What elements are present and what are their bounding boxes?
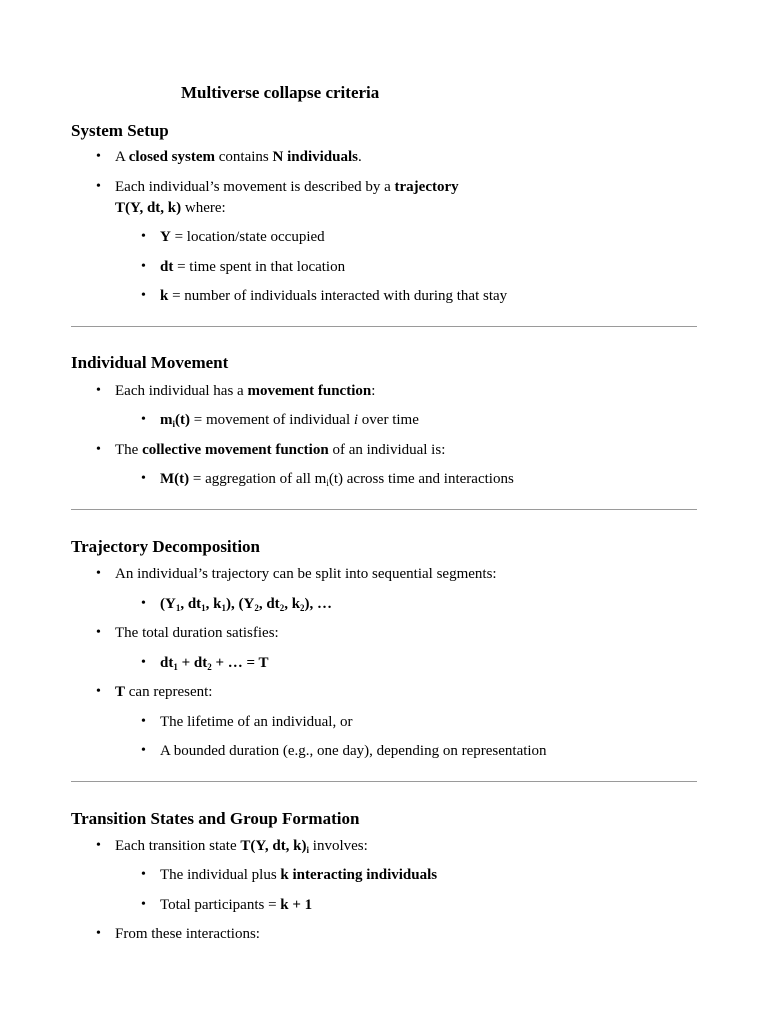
- sub-list-item: A bounded duration (e.g., one day), depending on representation: [160, 743, 547, 759]
- bullet: •: [141, 867, 146, 882]
- bullet: •: [96, 684, 101, 699]
- sub-list-item: ($Y_1$, $dt_1$, $k_1$), ($Y_2$, $dt_2$, $k_2$), …: [160, 596, 333, 613]
- list-item: Each individual’s movement is described by a trajectory: [115, 179, 459, 195]
- list-item: A closed system contains N individuals.: [115, 149, 362, 165]
- section-heading-trajectory-decomposition: Trajectory Decomposition: [71, 537, 260, 556]
- section-heading-transition-states: Transition States and Group Formation: [71, 809, 360, 828]
- bullet: •: [141, 596, 146, 611]
- sub-list-item: dt = time spent in that location: [160, 259, 346, 275]
- bullet: •: [141, 259, 146, 274]
- bullet: •: [141, 897, 146, 912]
- list-item: Each transition state T(Y, dt, $k)_i$ involves:: [115, 838, 368, 855]
- list-item: T can represent:: [115, 684, 213, 700]
- sub-list-item: Total participants = k + 1: [160, 897, 313, 913]
- sub-list-item: M(t) = aggregation of all $m_i(t)$ across time and interactions: [160, 471, 514, 488]
- section-divider: [71, 509, 697, 510]
- sub-list-item: The individual plus k interacting individuals: [160, 867, 438, 883]
- bullet: •: [141, 229, 146, 244]
- list-item: The collective movement function of an individual is:: [115, 442, 446, 458]
- bullet: •: [96, 149, 101, 164]
- bullet: •: [141, 288, 146, 303]
- sub-list-item: $m_i(t)$ = movement of individual i over time: [160, 412, 419, 429]
- bullet: •: [141, 412, 146, 427]
- section-heading-individual-movement: Individual Movement: [71, 353, 229, 372]
- bullet: •: [96, 926, 101, 941]
- section-divider: [71, 781, 697, 782]
- page-title: Multiverse collapse criteria: [181, 83, 380, 102]
- sub-list-item: Y = location/state occupied: [160, 229, 325, 245]
- sub-list-item: The lifetime of an individual, or: [160, 714, 353, 730]
- list-item: From these interactions:: [115, 926, 260, 942]
- sub-list-item: $dt_1 + dt_2$ + … = T: [160, 655, 269, 672]
- bullet: •: [96, 383, 101, 398]
- bullet: •: [141, 743, 146, 758]
- list-item: The total duration satisfies:: [115, 625, 279, 641]
- bullet: •: [141, 471, 146, 486]
- list-item: Each individual has a movement function:: [115, 383, 376, 399]
- section-heading-system-setup: System Setup: [71, 121, 169, 140]
- bullet: •: [96, 625, 101, 640]
- bullet: •: [96, 442, 101, 457]
- list-item-continuation: T(Y, dt, k) where:: [115, 200, 226, 216]
- bullet: •: [96, 179, 101, 194]
- list-item: An individual’s trajectory can be split into sequential segments:: [115, 566, 497, 582]
- sub-list-item: k = number of individuals interacted with during that stay: [160, 288, 508, 304]
- bullet: •: [141, 655, 146, 670]
- bullet: •: [141, 714, 146, 729]
- section-divider: [71, 326, 697, 327]
- bullet: •: [96, 566, 101, 581]
- bullet: •: [96, 838, 101, 853]
